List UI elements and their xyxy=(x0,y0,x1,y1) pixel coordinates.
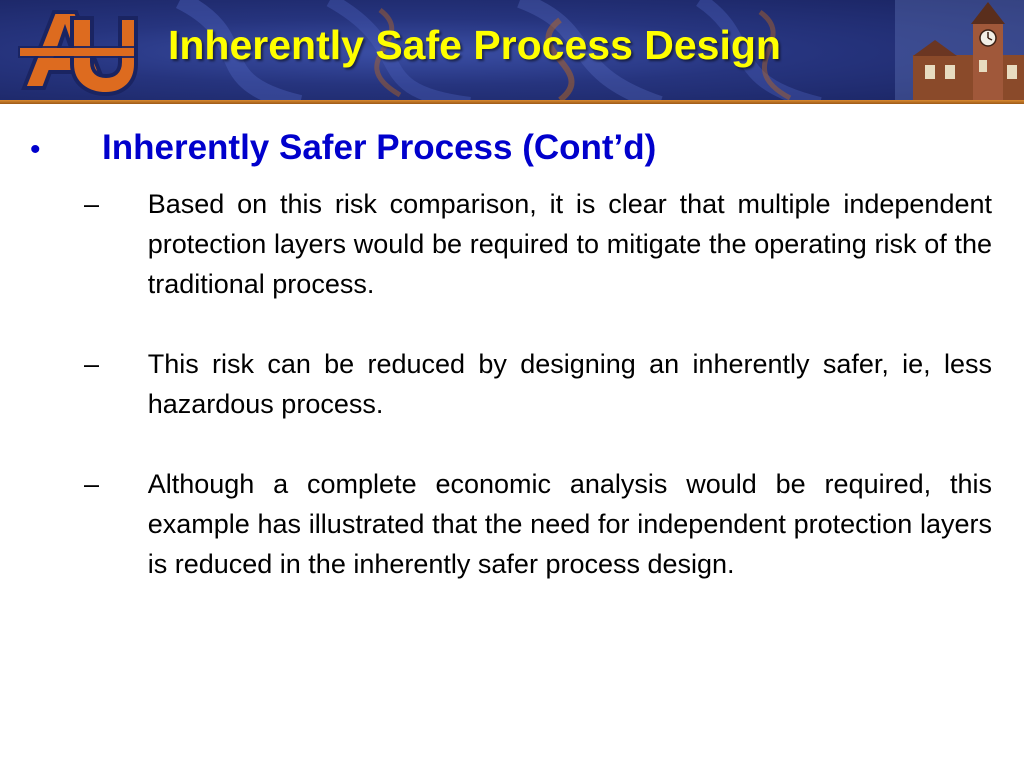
slide-header xyxy=(0,0,1024,104)
slide-title: Inherently Safe Process Design xyxy=(168,22,781,68)
sub-item-3 xyxy=(80,464,992,584)
sub-item-text: Although a complete economic analysis would be required, this example has illustrated that the need for independent protection layers is reduced in the inherently safer process design. xyxy=(147,469,992,579)
auburn-au-logo xyxy=(14,6,140,96)
sub-item-1 xyxy=(80,184,992,304)
dash-marker: – xyxy=(84,189,100,219)
bullet-heading: Inherently Safer Process (Cont’d) xyxy=(102,128,657,167)
clock-tower-image xyxy=(895,0,1024,100)
dash-marker: – xyxy=(84,469,100,499)
bullet-marker: • xyxy=(30,133,41,166)
header-underline xyxy=(0,100,1024,104)
sub-item-text: This risk can be reduced by designing an inherently safer, ie, less hazardous process. xyxy=(147,349,992,419)
sub-item-text: Based on this risk comparison, it is clear that multiple independent protection layers would be required to mitigate the operating risk of the traditional process. xyxy=(147,189,992,299)
dash-marker: – xyxy=(84,349,100,379)
sub-item-2 xyxy=(80,344,992,424)
bullet-item xyxy=(30,128,990,168)
